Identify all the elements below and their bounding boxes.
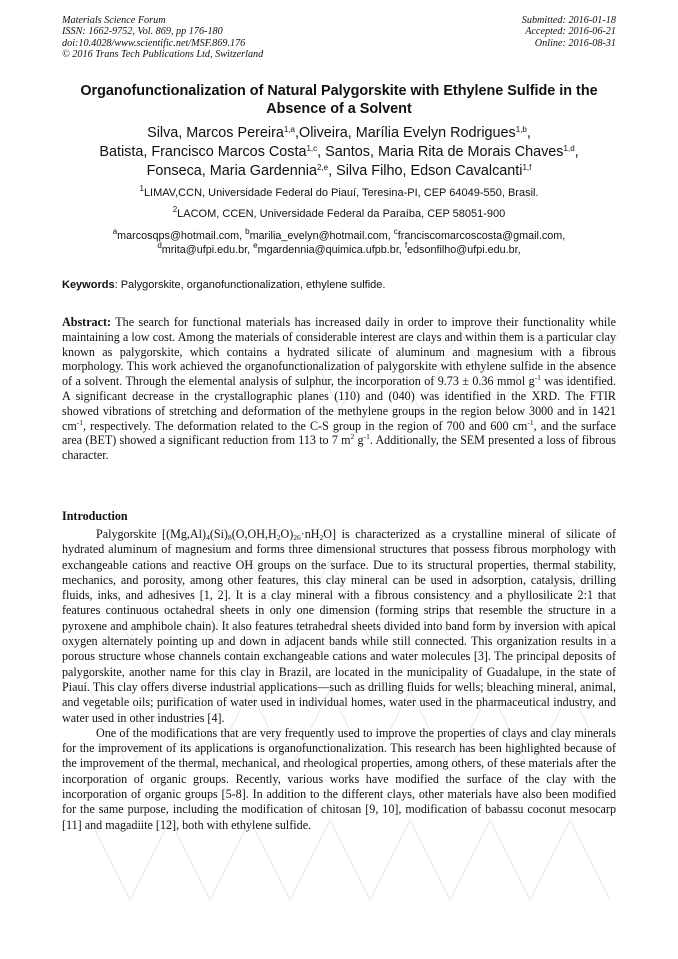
affiliation-1	[55, 186, 623, 200]
author-affiliation-mark: 1,f	[522, 163, 532, 172]
email-address: mgardennia@quimica.ufpb.br,	[257, 244, 405, 256]
formula-subscript: 2	[319, 533, 324, 542]
email-address: franciscomarcoscosta@gmail.com,	[397, 230, 566, 242]
unit-exponent: -1	[363, 432, 370, 442]
affiliation-text: LACOM, CCEN, Universidade Federal da Paraíba, CEP 58051-900	[177, 208, 506, 220]
journal-copyright: © 2016 Trans Tech Publications Ltd, Switzerland	[62, 48, 264, 60]
author-list	[55, 124, 623, 181]
author-affiliation-mark: 1,b	[515, 125, 527, 134]
formula-text: Palygorskite [(Mg,Al)	[96, 527, 207, 541]
email-address: mrita@ufpi.edu.br,	[161, 244, 254, 256]
formula-subscript: 2	[276, 533, 281, 542]
formula-subscript: 8	[227, 533, 232, 542]
author-affiliation-mark: 1,d	[563, 144, 575, 153]
email-mark: b	[245, 227, 250, 236]
author-name: Batista, Francisco Marcos Costa	[99, 144, 307, 160]
abstract-text: was identified. A significant decrease in the crystallographic planes (110) and (040) was identified in the XRD. The FTIR showed vibrations of stretching and deformation of the methylene groups in the region below 3000 and in 1421 cm	[62, 374, 616, 433]
accepted-date: Accepted: 2016-06-21	[525, 26, 616, 38]
author-affiliation-mark: 1,c	[306, 144, 318, 153]
email-address: edsonfilho@ufpi.edu.br,	[407, 244, 521, 256]
author-separator: ,	[295, 125, 299, 141]
abstract-text: The search for functional materials has increased daily in order to improve their functionality while maintaining a low cost. Among the materials of considerable interest are clays and within them is a particular clay known as palygorskite, which contains a hydrated silicate of aluminum and magnesium with a fibrous morphology. This work achieved the organofunctionalization of palygorskite with ethylene sulfide in the absence of a solvent. Through the elemental analysis of sulphur, the incorporation of 9.73 ± 0.36 mmol g	[62, 315, 616, 389]
online-date: Online: 2016-08-31	[534, 37, 616, 49]
paragraph: One of the modifications that are very frequently used to improve the properties of clays and clay minerals for the improvement of its applications is organofunctionalization. This research has been highlighted because of the improvement of the thermal, mechanical, and rheological properties, among others, of these materials after the incorporation of organic groups. Recently, various works have modified the surface of the clay with the incorporation of organic groups [5-8]. In addition to the different clays, other materials have also been modified for the same purpose, including the modification of chitosan [9, 10], modification of babassu coconut mesocarp [11] and magadiite [12], both with ethylene sulfide.	[62, 725, 616, 832]
abstract-text: , and the surface area (BET) showed a significant reduction from 113 to 7 m	[62, 418, 616, 448]
paragraph-text: is characterized as a crystalline mineral of silicate of hydrated aluminum of magnesium and forms three dimensional structures that possess fibrous morphology with exchangeable cations and reactive OH groups on the surface. Due to its structural properties, thermal stability, mechanics, and porosity, among other features, this clay mineral can be used in adsorption, catalysis, drilling fluids, inks, and adhesives [1, 2]. It is a clay mineral with a fibrous consistency and a phyllosilicate 2:1 that features continuous octahedral sheets in only one dimension (forming strips that resemble the structure in a pyroxene and amphibole chain). It also features tetrahedral sheets divided into band form by inversion with apical oxygen alternately pointing up and down in adjacent bands while still connected. This organization results in a porous structure whose channels contain exchangeable cations and water molecules [3]. The principal deposits of palygorskite, another name for this clay in Brazil, are located in the municipality of Guadalupe, in the state of Piauí. This clay offers diverse industrial applications—such as drilling fluids for wells; bleaching mineral, animal, and vegetable oils; purification of water used in individual homes, water used in the pharmaceutical industry, and water used in other industries [4].	[62, 527, 616, 725]
formula-subscript: 26	[293, 533, 301, 542]
keywords	[62, 278, 616, 292]
author-separator: ,	[328, 163, 337, 179]
introduction-body	[62, 527, 616, 833]
email-mark: e	[253, 241, 258, 250]
formula-text: (O,OH,H	[231, 527, 277, 541]
author-emails	[55, 229, 623, 257]
abstract-text: , respectively. The deformation related to the C-S group in the region of 700 and 600 cm	[83, 418, 528, 433]
abstract-label: Abstract:	[62, 315, 112, 329]
formula-text: ·nH	[300, 527, 320, 541]
formula-subscript: 4	[206, 533, 210, 542]
email-address: marilia_evelyn@hotmail.com,	[249, 230, 394, 242]
affiliation-text: LIMAV,CCN, Universidade Federal do Piauí, Teresina-PI, CEP 64049-550, Brasil.	[143, 187, 539, 199]
author-name: Santos, Maria Rita de Morais Chaves	[325, 144, 564, 160]
author-name: Silva, Marcos Pereira	[147, 125, 284, 141]
email-mark: d	[157, 241, 162, 250]
submitted-date: Submitted: 2016-01-18	[521, 15, 616, 26]
abstract-text: . Additionally, the SEM presented a loss of fibrous character.	[62, 433, 617, 463]
abstract-text: g	[354, 433, 364, 448]
paragraph	[62, 527, 616, 726]
unit-exponent: -1	[76, 417, 84, 427]
journal-info	[62, 15, 263, 60]
keywords-text: : Palygorskite, organofunctionalization, ethylene sulfide.	[114, 279, 386, 291]
formula-text: O]	[323, 527, 337, 541]
formula-text: (Si)	[209, 527, 228, 541]
author-name: Fonseca, Maria Gardennia	[146, 163, 317, 179]
affiliation-2	[55, 207, 623, 221]
email-address: marcosqps@hotmail.com,	[117, 230, 246, 242]
unit-exponent: -1	[527, 417, 534, 427]
author-separator: ,	[574, 144, 579, 160]
keywords-label: Keywords	[62, 279, 115, 291]
journal-issn: ISSN: 1662-9752, Vol. 869, pp 176-180	[62, 26, 223, 38]
abstract	[62, 315, 616, 463]
affiliation-mark: 2	[172, 205, 178, 214]
submission-dates	[522, 15, 616, 49]
email-mark: a	[112, 227, 118, 236]
author-name: Silva Filho, Edson Cavalcanti	[336, 163, 523, 179]
email-mark: f	[404, 241, 408, 250]
author-affiliation-mark: 1,a	[283, 125, 295, 134]
unit-exponent: 2	[350, 432, 355, 442]
author-name: Oliveira, Marília Evelyn Rodrigues	[299, 125, 516, 141]
unit-exponent: -1	[534, 373, 541, 383]
author-separator: ,	[526, 125, 531, 141]
author-affiliation-mark: 2,e	[316, 163, 329, 172]
author-separator: ,	[317, 144, 326, 160]
section-heading-introduction: Introduction	[62, 509, 128, 523]
email-mark: c	[393, 227, 398, 236]
journal-doi: doi:10.4028/www.scientific.net/MSF.869.176	[62, 37, 246, 49]
journal-name: Materials Science Forum	[62, 15, 166, 26]
paper-title: Organofunctionalization of Natural Palygorskite with Ethylene Sulfide in the Absence of a Solvent	[80, 83, 598, 117]
formula-text: O)	[280, 527, 294, 541]
affiliation-mark: 1	[139, 184, 144, 193]
